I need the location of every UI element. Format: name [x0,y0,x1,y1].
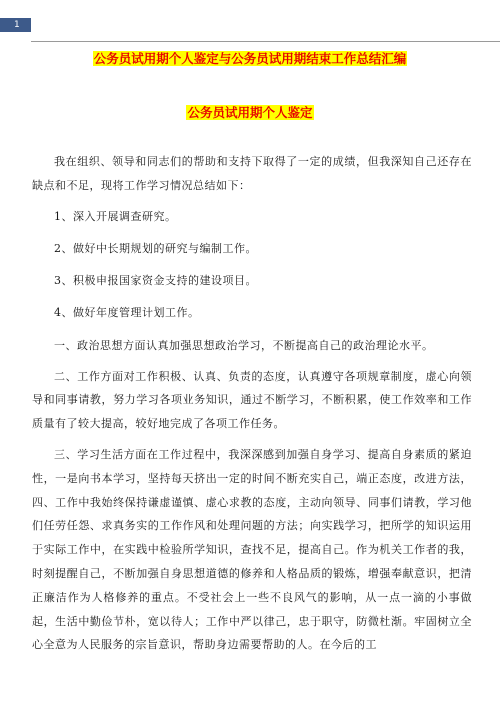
point-paragraph-politics: 一、政治思想方面认真加强思想政治学习，不断提高自己的政治理论水平。 [54,338,434,352]
section-title-block [0,102,500,122]
document-title-block [0,48,500,68]
point-paragraph-study: 三、学习生活方面在工作过程中，我深深感到加强自身学习、提高自身素质的紧迫性，一是向书本学习，坚持每天挤出一定的时间不断充实自己，端正态度，改进方法，四、工作中我始终保持谦虚谨慎、虚心求教的态度，主动向领导、同事们请教，学习他们任劳任怨、求真务实的工作作风和处理问题的方法；向实践学习，把所学的知识运用于实际工作中，在实践中检验所学知识，查找不足，提高自己。作为机关工作者的我，时刻提醒自己，不断加强自身思想道德的修养和人格品质的锻炼，增强奉献意识，把清正廉洁作为人格修养的重点。不受社会上一些不良风气的影响，从一点一滴的小事做起，生活中勤俭节朴，宽以待人；工作中严以律己，忠于职守，防微杜渐。牢固树立全心全意为人民服务的宗旨意识，帮助身边需要帮助的人。在今后的工 [32,447,472,652]
header-divider [31,41,500,42]
document-body [32,150,472,664]
document-title: 公务员试用期个人鉴定与公务员试用期结束工作总结汇编 [93,51,407,66]
list-item: 3、积极申报国家资金支持的建设项目。 [54,274,257,288]
list-item: 4、做好年度管理计划工作。 [54,306,200,320]
list-item: 1、深入开展调查研究。 [54,209,177,223]
list-item: 2、做好中长期规划的研究与编制工作。 [54,241,257,255]
intro-paragraph: 我在组织、领导和同志们的帮助和支持下取得了一定的成绩，但我深知自己还存在缺点和不足，现将工作学习情况总结如下： [32,155,472,192]
point-paragraph-work: 二、工作方面对工作积极、认真、负责的态度，认真遵守各项规章制度，虚心向领导和同事请教，努力学习各项业务知识，通过不断学习，不断积累，使工作效率和工作质量有了较大提高，较好地完成了各项工作任务。 [32,369,472,431]
section-title: 公务员试用期个人鉴定 [187,105,313,120]
page-number-badge: 1 [0,18,31,32]
